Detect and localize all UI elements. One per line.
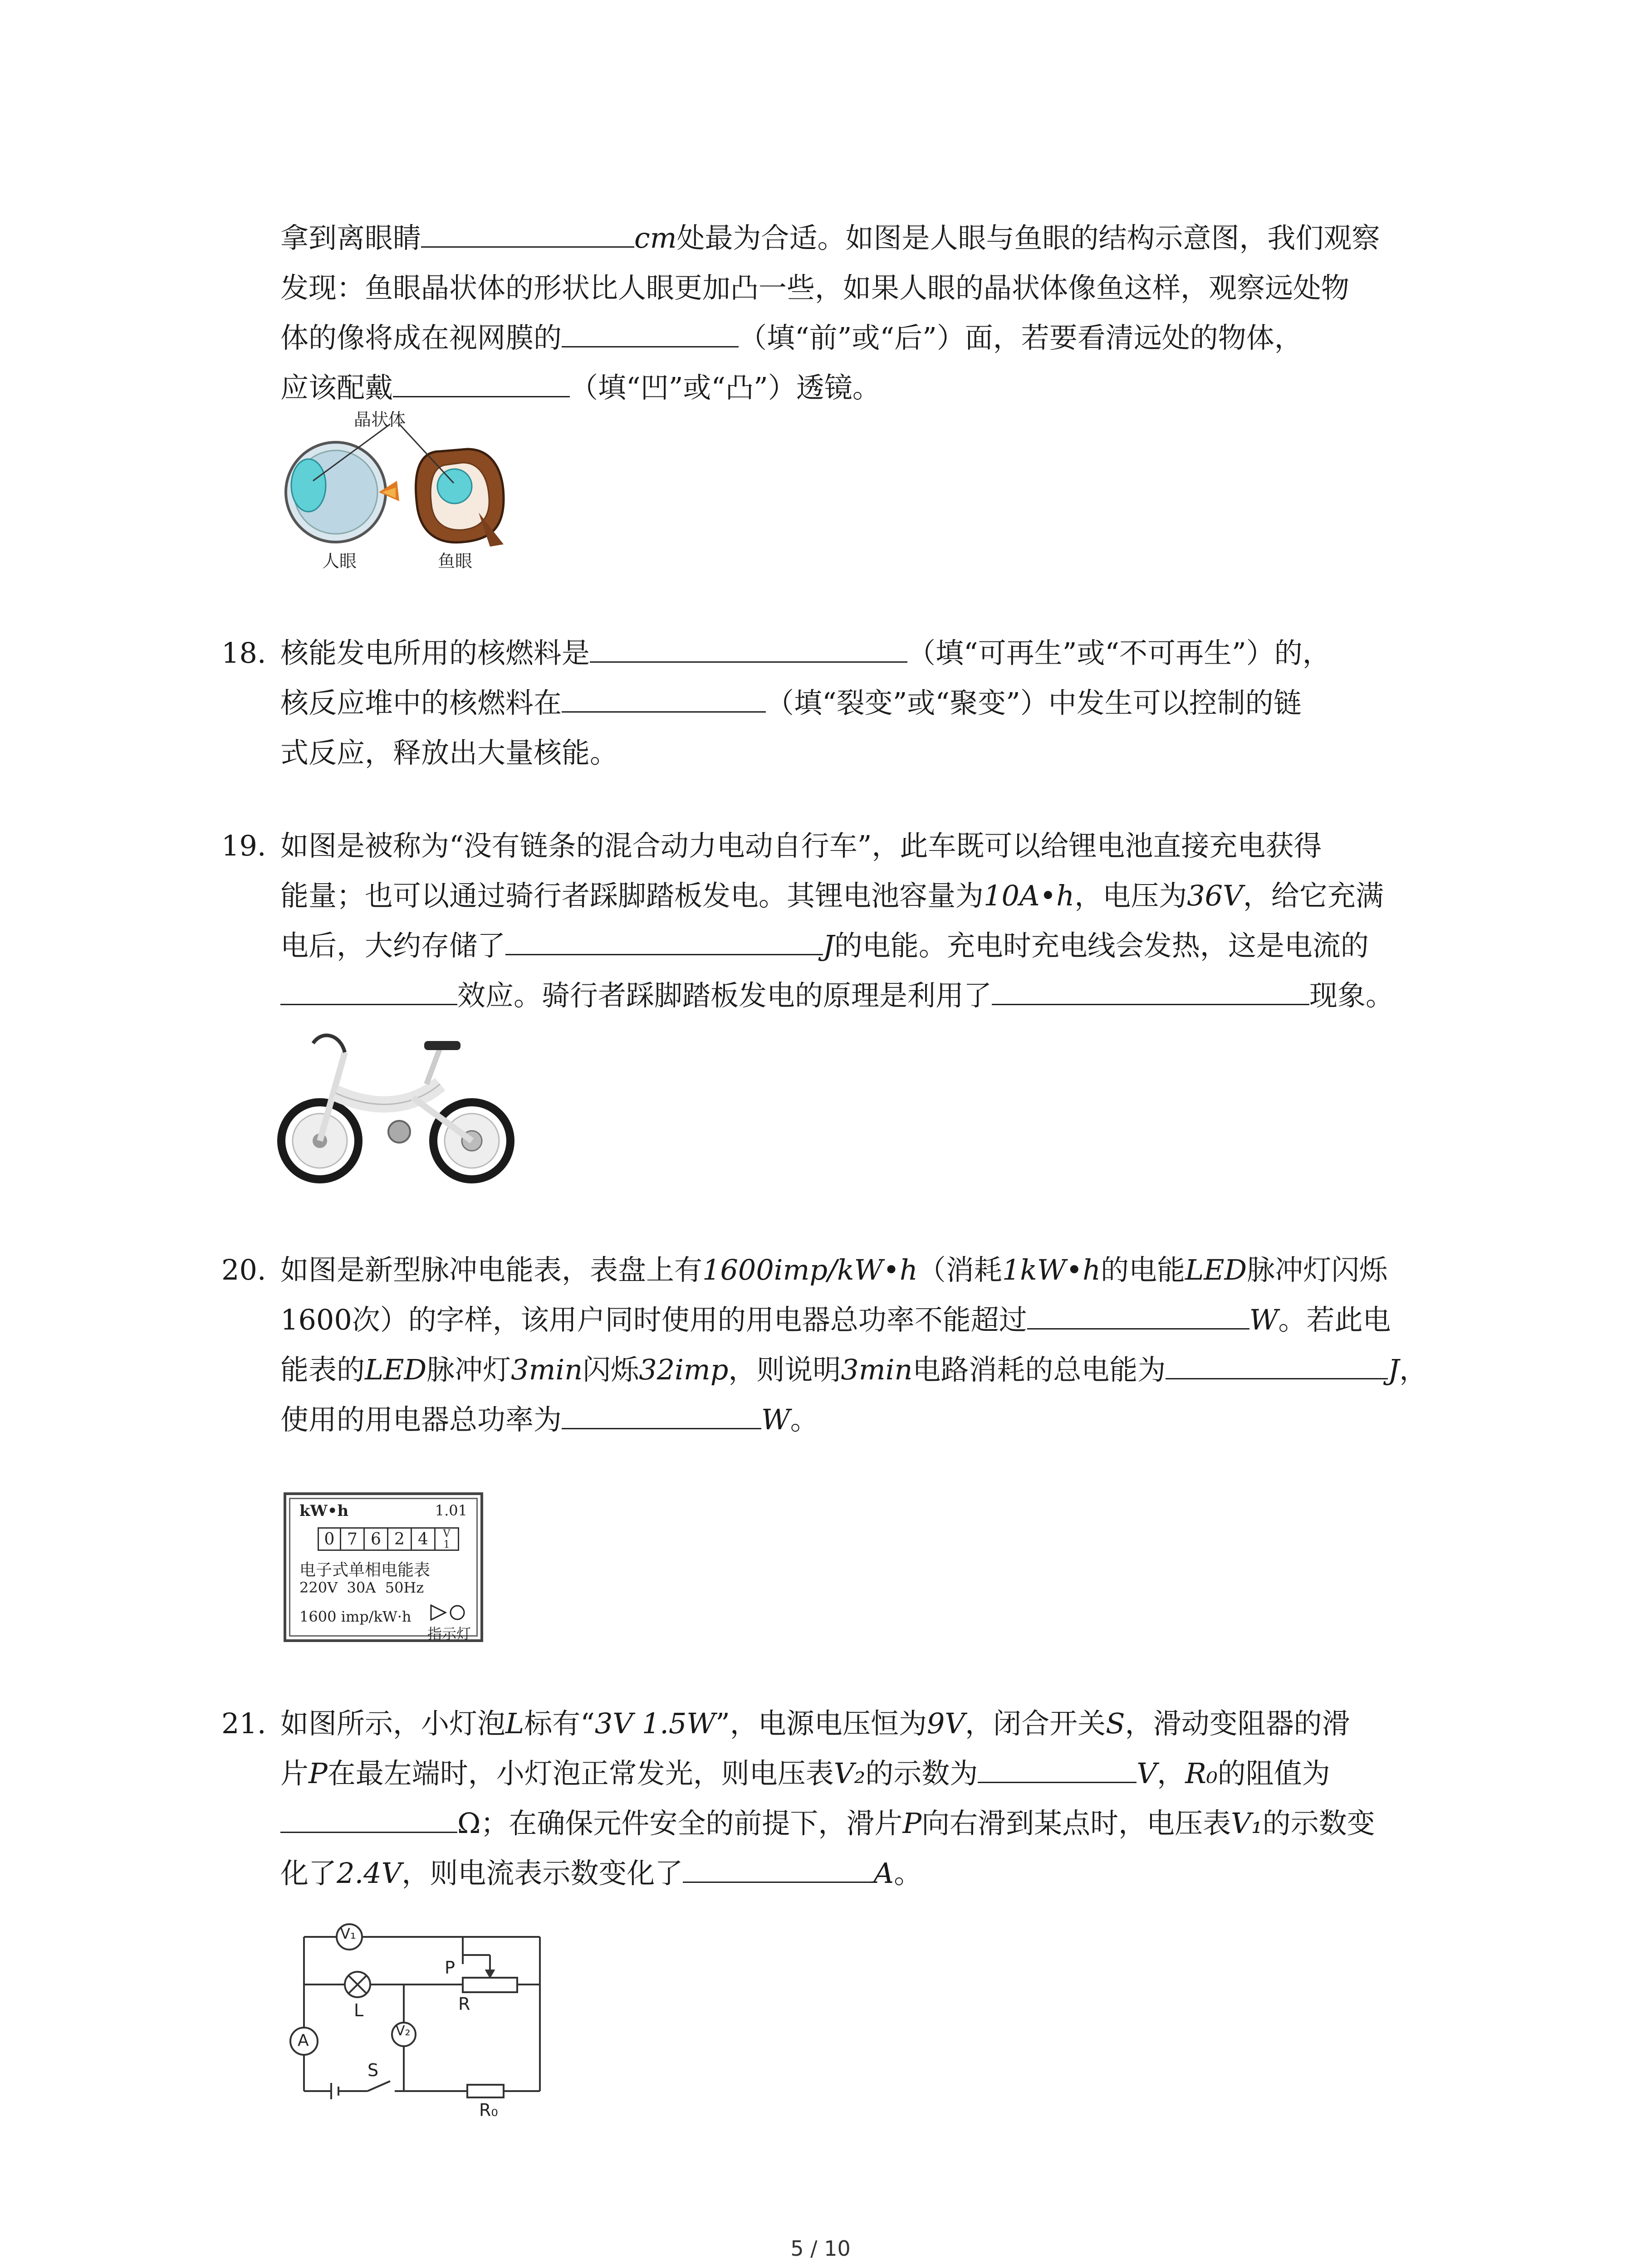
- meter-digits: [318, 1527, 459, 1551]
- q17-text: 体的像将成在视网膜的: [280, 321, 562, 354]
- lens-label: 晶状体: [354, 410, 406, 430]
- q21-symbol: R₀: [1185, 1757, 1218, 1790]
- q17-text: 拿到离眼睛: [280, 221, 421, 254]
- q20-unit: W: [1249, 1303, 1279, 1336]
- q21-text: 的阻值为: [1217, 1757, 1330, 1790]
- q21-text: ，滑动变阻器的滑: [1125, 1707, 1350, 1740]
- meter-digit: 7: [341, 1527, 365, 1551]
- meter-spec: 220V 30A 50Hz: [299, 1579, 424, 1596]
- q18-text: （填“裂变”或“聚变”）中发生可以控制的链: [766, 686, 1302, 719]
- slider-p-label: P: [445, 1958, 455, 1978]
- q20-unit: J: [1388, 1353, 1400, 1386]
- q19-text: ，给它充满: [1243, 879, 1384, 912]
- q21-line-2: [280, 1749, 1469, 1799]
- q17-line-2: [280, 263, 1469, 313]
- q18-number: 18.: [221, 636, 266, 670]
- q21-text: 。: [894, 1857, 922, 1890]
- meter-unit: kW•h: [299, 1502, 349, 1520]
- q18-text: 核反应堆中的核燃料在: [280, 686, 562, 719]
- q19-voltage: 36V: [1187, 879, 1243, 912]
- q21-line-1: [280, 1699, 1469, 1749]
- q19-line-3: [280, 921, 1469, 971]
- q18-text: 式反应，释放出大量核能。: [280, 736, 618, 769]
- q21-text: 向右滑到某点时，电压表: [921, 1807, 1231, 1840]
- q20-blank-max-power[interactable]: [1027, 1298, 1249, 1330]
- energy-meter-figure: [284, 1492, 483, 1642]
- q20-line-4: [280, 1395, 1469, 1445]
- q19-text: 如图是被称为“没有链条的混合动力电动自行车”，此车既可以给锂电池直接充电获得: [280, 829, 1322, 862]
- q18-blank-renewable[interactable]: [590, 631, 907, 663]
- meter-digit: 4: [412, 1527, 436, 1551]
- q18-text: （填“可再生”或“不可再生”）的，: [907, 636, 1331, 670]
- q20-text: 能表的: [280, 1353, 365, 1386]
- q20-flashes: 32imp: [639, 1353, 729, 1386]
- q18-line-3: [280, 728, 1469, 778]
- q17-blank-front-back[interactable]: [562, 316, 739, 347]
- q20-text: 脉冲灯闪烁: [1247, 1253, 1388, 1286]
- q19-line-1: [280, 821, 1469, 871]
- q20-text: 。若此电: [1278, 1303, 1391, 1336]
- q20-rate: 1600imp/kW•h: [702, 1253, 918, 1286]
- lamp-l-label: L: [354, 2000, 364, 2020]
- q21-text: ”，电源电压恒为: [715, 1707, 927, 1740]
- meter-digit: 6: [365, 1527, 388, 1551]
- q20-text: ，则说明: [728, 1353, 841, 1386]
- q20-number: 20.: [221, 1253, 266, 1286]
- q19-blank-phenomenon[interactable]: [992, 973, 1309, 1005]
- page-number: 5 / 10: [790, 2236, 851, 2261]
- q20-text: 使用的用电器总功率为: [280, 1403, 562, 1436]
- bicycle-image: [277, 1016, 522, 1188]
- q20-text: ，: [1399, 1353, 1428, 1386]
- q21-text: 化了: [280, 1857, 337, 1890]
- resistor-r-label: R: [458, 1994, 470, 2014]
- q17-unit: cm: [634, 221, 677, 254]
- q20-text: 如图是新型脉冲电能表，表盘上有: [280, 1253, 703, 1286]
- q17-line-4: [280, 363, 1469, 413]
- q21-unit: A: [873, 1857, 894, 1890]
- q20-text: 脉冲灯: [426, 1353, 511, 1386]
- meter-digit: 0: [318, 1527, 341, 1551]
- q21-rating: 3V 1.5W: [594, 1707, 716, 1740]
- q17-line-1: [280, 213, 1469, 263]
- q21-text: ，则电流表示数变化了: [402, 1857, 683, 1890]
- q19-text: 电后，大约存储了: [280, 929, 506, 962]
- q21-text: ；在确保元件安全的前提下，滑片: [480, 1807, 903, 1840]
- q19-blank-effect[interactable]: [280, 973, 457, 1005]
- q19-text: ，电压为: [1074, 879, 1187, 912]
- q17-text: 应该配戴: [280, 371, 393, 404]
- q19-line-2: [280, 871, 1469, 921]
- q21-symbol: L: [505, 1707, 524, 1740]
- q21-text: ，闭合开关: [965, 1707, 1106, 1740]
- v1-label: V₁: [340, 1925, 356, 1942]
- q20-text: （消耗: [917, 1253, 1002, 1286]
- q17-line-3: [280, 313, 1469, 363]
- q19-text: 的电能。充电时充电线会发热，这是电流的: [834, 929, 1369, 962]
- q19-unit: J: [823, 929, 834, 962]
- q20-time: 3min: [511, 1353, 583, 1386]
- q19-capacity: 10A•h: [984, 879, 1075, 912]
- q21-symbol: V₁: [1231, 1807, 1263, 1840]
- q21-line-3: [280, 1799, 1469, 1848]
- meter-name: 电子式单相电能表: [299, 1561, 431, 1579]
- q19-blank-energy[interactable]: [505, 924, 823, 955]
- q17-blank-lens-type[interactable]: [393, 366, 570, 397]
- indicator-light-icon: [429, 1603, 470, 1622]
- meter-side-mark: V 1: [436, 1527, 459, 1551]
- q21-voltage: 9V: [926, 1707, 965, 1740]
- q19-text: 能量；也可以通过骑行者踩脚踏板发电。其锂电池容量为: [280, 879, 984, 912]
- q20-line-2: [280, 1295, 1469, 1345]
- bicycle-figure: [277, 1016, 522, 1188]
- q21-line-4: [280, 1848, 1469, 1898]
- q21-number: 21.: [221, 1707, 266, 1740]
- q19-number: 19.: [221, 829, 266, 862]
- q20-unit: 1kW•h: [1002, 1253, 1101, 1286]
- meter-version: 1.01: [435, 1502, 467, 1519]
- q21-text: 片: [280, 1757, 309, 1790]
- q21-symbol: S: [1106, 1707, 1125, 1740]
- q19-line-4: [280, 971, 1469, 1021]
- q20-text: 的电能: [1101, 1253, 1185, 1286]
- q21-voltage-change: 2.4V: [337, 1857, 402, 1890]
- q21-text: 在最左端时，小灯泡正常发光，则电压表: [327, 1757, 834, 1790]
- q20-unit: W: [761, 1403, 790, 1436]
- q20-led: LED: [365, 1353, 427, 1386]
- q21-blank-r0-value[interactable]: [280, 1801, 457, 1833]
- q20-line-1: [280, 1245, 1469, 1295]
- q21-text: 如图所示，小灯泡: [280, 1707, 506, 1740]
- q21-symbol: P: [309, 1757, 328, 1790]
- q18-line-2: [280, 678, 1469, 728]
- q18-text: 核能发电所用的核燃料是: [280, 636, 590, 670]
- q17-text: （填“凹”或“凸”）透镜。: [570, 371, 881, 404]
- q17-text: 处最为合适。如图是人眼与鱼眼的结构示意图，我们观察: [676, 221, 1380, 254]
- meter-digit: 2: [388, 1527, 412, 1551]
- human-eye-label: 人眼: [322, 551, 357, 571]
- q19-text: 现象。: [1309, 979, 1394, 1012]
- circuit-diagram: [277, 1914, 558, 2123]
- eye-diagram: [277, 408, 531, 572]
- q21-text: 标有“: [524, 1707, 595, 1740]
- q17-text: （填“前”或“后”）面，若要看清远处的物体，: [739, 321, 1303, 354]
- q21-symbol: V₂: [833, 1757, 866, 1790]
- q21-unit: Ω: [457, 1807, 481, 1840]
- q17-text: 发现：鱼眼晶状体的形状比人眼更加凸一些，如果人眼的晶状体像鱼这样，观察远处物: [280, 271, 1350, 304]
- meter-indicator-label: 指示灯: [427, 1625, 471, 1642]
- switch-s-label: S: [367, 2060, 379, 2080]
- q20-led: LED: [1185, 1253, 1247, 1286]
- q20-text: 电路消耗的总电能为: [912, 1353, 1166, 1386]
- eye-figure: [277, 408, 531, 572]
- q20-text: 1600次）的字样，该用户同时使用的用电器总功率不能超过: [280, 1303, 1027, 1336]
- ammeter-label: A: [298, 2031, 309, 2050]
- q20-text: 。: [790, 1403, 818, 1436]
- q21-unit: V: [1136, 1757, 1157, 1790]
- q20-blank-power[interactable]: [562, 1398, 761, 1429]
- v2-label: V₂: [396, 2023, 411, 2039]
- circuit-figure: [277, 1914, 558, 2123]
- q18-line-1: [280, 628, 1469, 678]
- q21-text: 的示数变: [1262, 1807, 1375, 1840]
- q20-text: 闪烁: [583, 1353, 639, 1386]
- q18-blank-fission-fusion[interactable]: [562, 681, 766, 713]
- resistor-r0-label: R₀: [479, 2100, 498, 2120]
- q21-blank-current-change[interactable]: [683, 1851, 873, 1883]
- q20-time: 3min: [841, 1353, 913, 1386]
- q20-blank-energy[interactable]: [1166, 1348, 1388, 1379]
- meter-rate: 1600 imp/kW·h: [299, 1608, 411, 1625]
- q21-blank-v2-reading[interactable]: [978, 1751, 1136, 1783]
- q19-text: 效应。骑行者踩脚踏板发电的原理是利用了: [457, 979, 992, 1012]
- meter-face: [289, 1498, 478, 1642]
- q21-text: ，: [1157, 1757, 1185, 1790]
- q17-blank-distance[interactable]: [421, 216, 634, 248]
- q20-line-3: [280, 1345, 1469, 1395]
- q21-text: 的示数为: [865, 1757, 978, 1790]
- fish-eye-label: 鱼眼: [438, 551, 473, 571]
- q21-symbol: P: [902, 1807, 922, 1840]
